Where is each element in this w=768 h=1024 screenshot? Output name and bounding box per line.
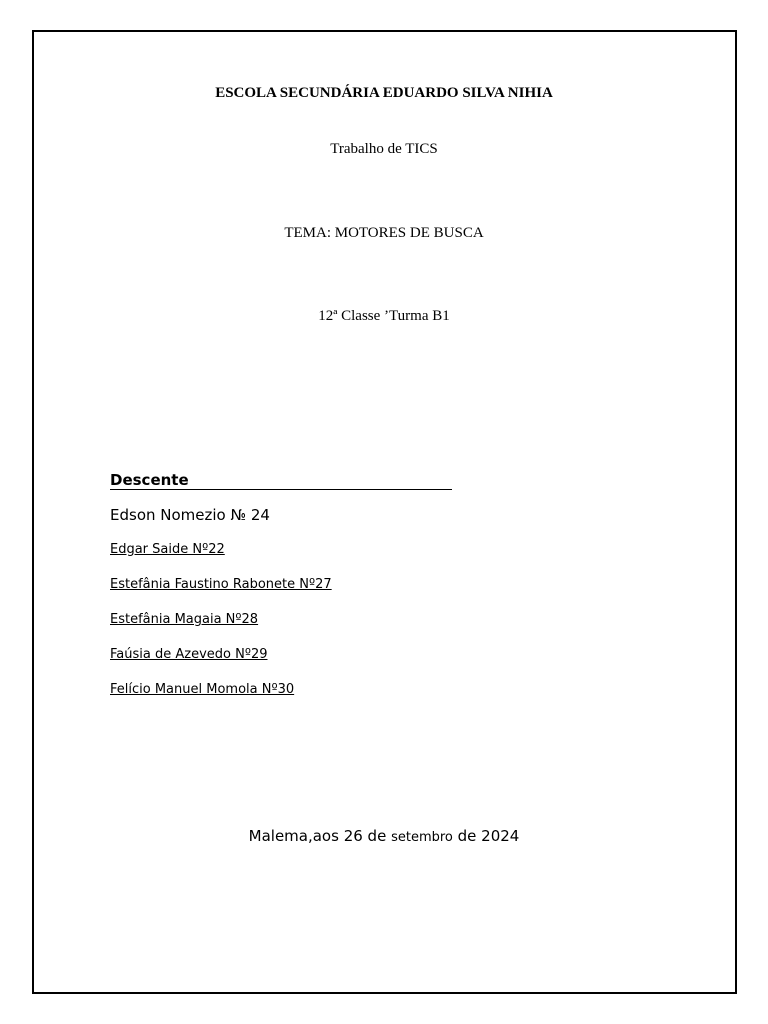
student-name: Edgar Saide Nº22	[110, 542, 225, 557]
place-date-suffix: de 2024	[452, 827, 520, 845]
student-name: Felício Manuel Momola Nº30	[110, 682, 295, 697]
student-name: Faúsia de Azevedo Nº29	[110, 647, 268, 662]
place-date-prefix: Malema,aos 26 de	[248, 827, 392, 845]
assignment-theme: TEMA: MOTORES DE BUSCA	[284, 225, 484, 241]
students-heading: Descente	[110, 471, 452, 490]
place-date-month: setembro	[391, 830, 453, 845]
place-and-date	[0, 827, 768, 845]
student-name: Edson Nomezio № 24	[110, 506, 270, 524]
assignment-subject: Trabalho de TICS	[330, 141, 438, 157]
class-and-group: 12ª Classe ’Turma B1	[318, 308, 450, 324]
school-name: ESCOLA SECUNDÁRIA EDUARDO SILVA NIHIA	[215, 85, 553, 101]
student-name: Estefânia Magaia Nº28	[110, 612, 259, 627]
student-name: Estefânia Faustino Rabonete Nº27	[110, 577, 332, 592]
